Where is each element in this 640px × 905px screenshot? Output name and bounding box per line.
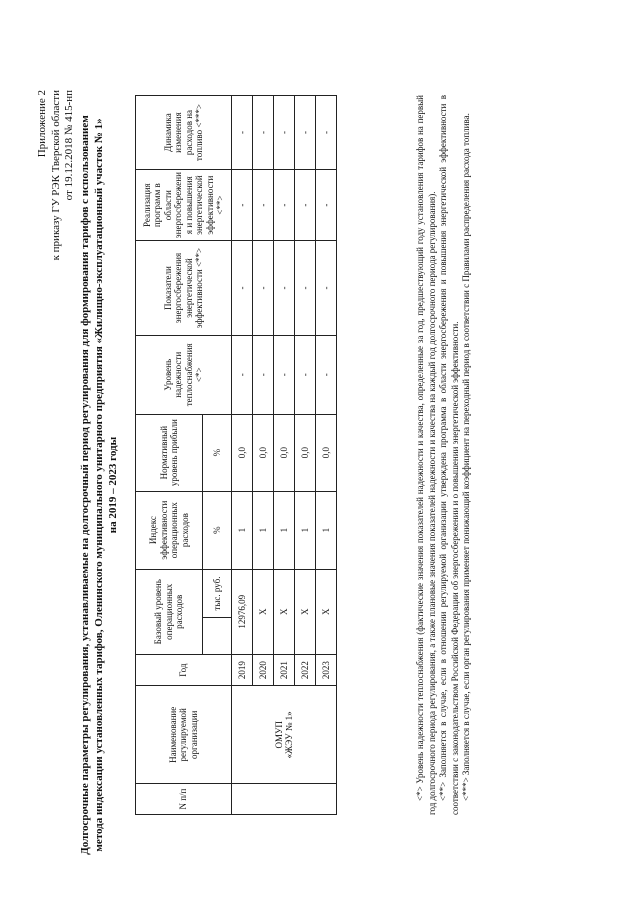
appendix-line-1: Приложение 2 (36, 90, 48, 158)
table-row (232, 96, 253, 815)
cell-index: 1 (232, 491, 253, 569)
cell-base: X (295, 569, 316, 654)
cell-reliability: - (274, 335, 295, 414)
cell-energy: - (274, 241, 295, 336)
cell-fuel: - (316, 96, 337, 170)
header-num: N п/п (136, 784, 232, 815)
cell-programs: - (253, 170, 274, 241)
header-year: Год (136, 654, 232, 686)
cell-num (232, 784, 337, 815)
cell-programs: - (232, 170, 253, 241)
cell-year: 2022 (295, 654, 316, 686)
cell-org (232, 686, 337, 784)
title-line-2: метода индексации установленных тарифов, Оленинского муниципального унитарного предприятия «Жилищно-эксплуатационный участок № 1» (93, 118, 105, 852)
cell-year: 2021 (274, 654, 295, 686)
cell-fuel: - (232, 96, 253, 170)
cell-reliability: - (316, 335, 337, 414)
appendix-block (36, 90, 77, 410)
header-reliability: Уровень надежности теплоснабжения <*> (136, 335, 232, 414)
footnote-2: <**> Заполняется в случае, если в отношении регулируемой организации утверждена программа в области энергосбережения и повышения энергетической эффективности в соответствии с законодательством Российской Федерации об энергосбережении и о повышении энергетической эффективности. (438, 95, 460, 815)
cell-energy: - (295, 241, 316, 336)
cell-reliability: - (295, 335, 316, 414)
header-programs: Реализация программ в области энергосбережени я и повышения энергетической эффективности <**> (136, 170, 232, 241)
cell-energy: - (253, 241, 274, 336)
footnote-1: <*> Уровень надежности теплоснабжения (фактические значения показателей надежности и качества, определенные за год, предшествующий году установления тарифов на первый год долгосрочного периода регулирования, а также плановые значения показателей надежности и качества на каждый год долгосрочного периода регулирования). (415, 95, 437, 815)
cell-fuel: - (253, 96, 274, 170)
cell-profit: 0,0 (232, 414, 253, 491)
cell-index: 1 (295, 491, 316, 569)
cell-base: X (316, 569, 337, 654)
units-profit: % (203, 414, 232, 491)
units-index: % (203, 491, 232, 569)
parameters-table (135, 95, 337, 815)
cell-year: 2023 (316, 654, 337, 686)
title-line-3: на 2019 – 2023 годы (107, 436, 119, 534)
appendix-line-2: к приказу ГУ РЭК Тверской области (49, 90, 62, 261)
table-header-row (136, 96, 203, 815)
document-title (78, 95, 120, 875)
cell-year: 2019 (232, 654, 253, 686)
org-name-line-2: «ЖЭУ № 1» (284, 711, 294, 759)
cell-profit: 0,0 (274, 414, 295, 491)
cell-programs: - (274, 170, 295, 241)
header-base: Базовый уровень операционных расходов (136, 569, 203, 654)
footnote-3: <***> Заполняется в случае, если орган регулирования применяет понижающий коэффициент на переходный период в соответствии с Правилами распределения расхода топлива. (461, 113, 471, 801)
cell-profit: 0,0 (253, 414, 274, 491)
cell-fuel: - (295, 96, 316, 170)
cell-reliability: - (253, 335, 274, 414)
appendix-line-3: от 19.12.2018 № 415-нп (63, 90, 75, 201)
cell-energy: - (232, 241, 253, 336)
header-index: Индекс эффективности операционных расходов (136, 491, 203, 569)
header-profit: Нормативный уровень прибыли (136, 414, 203, 491)
cell-index: 1 (316, 491, 337, 569)
cell-index: 1 (274, 491, 295, 569)
units-base: тыс. руб. (203, 569, 232, 618)
cell-base: 12976,09 (232, 569, 253, 654)
cell-base: X (253, 569, 274, 654)
cell-profit: 0,0 (316, 414, 337, 491)
cell-index: 1 (253, 491, 274, 569)
header-fuel: Динамика изменения расходов на топливо <***> (136, 96, 232, 170)
cell-programs: - (316, 170, 337, 241)
org-name-line-1: ОМУП (273, 721, 284, 749)
cell-programs: - (295, 170, 316, 241)
footnotes (415, 95, 473, 815)
cell-reliability: - (232, 335, 253, 414)
cell-energy: - (316, 241, 337, 336)
cell-base: X (274, 569, 295, 654)
header-energy: Показатели энергосбережения энергетической эффективности <**> (136, 241, 232, 336)
cell-year: 2020 (253, 654, 274, 686)
header-org: Наименование регулируемой организации (136, 686, 232, 784)
cell-fuel: - (274, 96, 295, 170)
units-spacer (203, 618, 232, 654)
title-line-1: Долгосрочные параметры регулирования, устанавливаемые на долгосрочный период регулирования для формирования тарифов с использованием (79, 115, 91, 855)
cell-profit: 0,0 (295, 414, 316, 491)
